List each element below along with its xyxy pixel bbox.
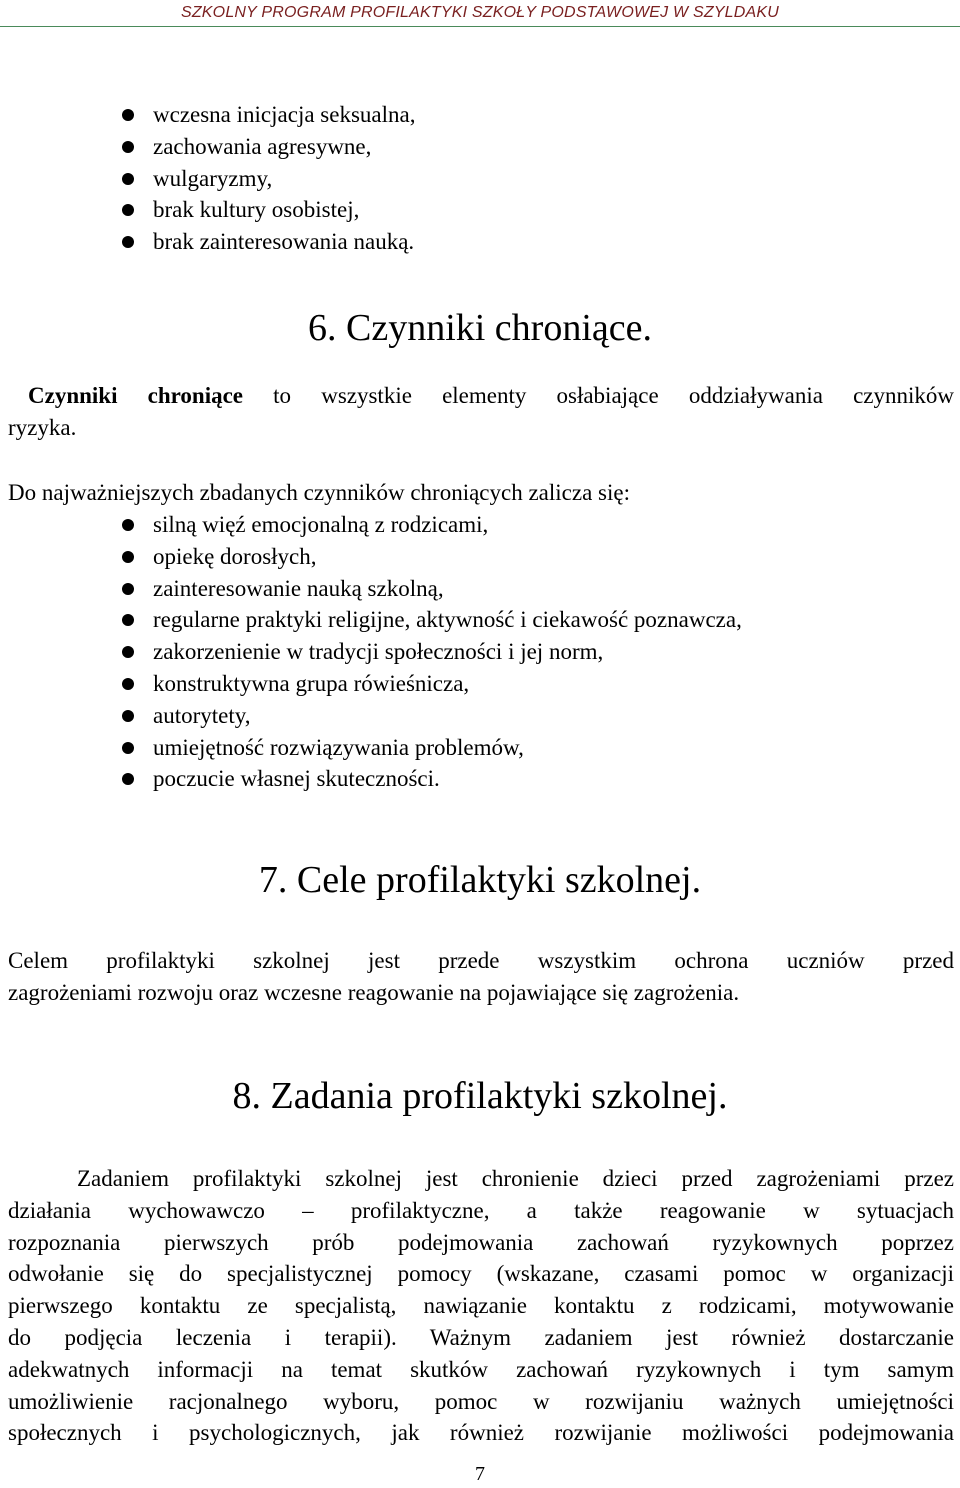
list-item: brak zainteresowania nauką.	[0, 226, 415, 258]
list-item: poczucie własnej skuteczności.	[0, 763, 742, 795]
bullet-icon	[122, 204, 134, 216]
section-6-intro: Do najważniejszych zbadanych czynników chroniących zalicza się:	[8, 480, 630, 505]
risk-factors-list	[0, 99, 415, 258]
list-item: zainteresowanie nauką szkolną,	[0, 573, 742, 605]
section-7-paragraph: Celem profilaktyki szkolnej jest przede wszystkim ochrona uczniów przed zagrożeniami rozwoju oraz wczesne reagowanie na pojawiające się zagrożenia.	[8, 948, 954, 1005]
bullet-icon	[122, 551, 134, 563]
list-item: zakorzenienie w tradycji społeczności i jej norm,	[0, 636, 742, 668]
section-7-heading: 7. Cele profilaktyki szkolnej.	[258, 859, 702, 901]
section-8-paragraph: Zadaniem profilaktyki szkolnej jest chronienie dzieci przed zagrożeniami przez działania wychowawczo – profilaktyczne, a także reagowanie w sytuacjach rozpoznania pierwszych prób podejmowania zachowań ryzykownych poprzez odwołanie się do specjalistycznej pomocy (wskazane, czasami pomoc w organizacji pierwszego kontaktu ze specjalistą, nawiązanie kontaktu z rodzicami, motywowanie do podjęcia leczenia i terapii). Ważnym zadaniem jest również dostarczanie adekwatnych informacji na temat skutków zachowań ryzykownych i tym samym umożliwienie racjonalnego wyboru, pomoc w rozwijaniu ważnych umiejętności społecznych i psychologicznych, jak również rozwijanie możliwości podejmowania	[8, 1166, 954, 1446]
list-item: regularne praktyki religijne, aktywność i ciekawość poznawcza,	[0, 604, 742, 636]
list-item: wulgaryzmy,	[0, 163, 415, 195]
list-item: zachowania agresywne,	[0, 131, 415, 163]
list-item: konstruktywna grupa rówieśnicza,	[0, 668, 742, 700]
bullet-icon	[122, 646, 134, 658]
bullet-icon	[122, 173, 134, 185]
definition-text: to wszystkie elementy osłabiające oddziaływania czynników	[273, 383, 954, 408]
bullet-icon	[122, 742, 134, 754]
section-6-definition	[28, 380, 954, 412]
section-6-heading: 6. Czynniki chroniące.	[307, 307, 652, 349]
bullet-icon	[122, 236, 134, 248]
bullet-icon	[122, 141, 134, 153]
list-item: autorytety,	[0, 700, 742, 732]
list-item: umiejętność rozwiązywania problemów,	[0, 732, 742, 764]
section-8-heading: 8. Zadania profilaktyki szkolnej.	[232, 1075, 728, 1117]
bullet-icon	[122, 614, 134, 626]
bullet-icon	[122, 519, 134, 531]
bullet-icon	[122, 678, 134, 690]
bullet-icon	[122, 710, 134, 722]
page-number: 7	[475, 1463, 485, 1485]
section-6-definition-cont: ryzyka.	[8, 415, 77, 440]
bullet-icon	[122, 109, 134, 121]
definition-term: Czynniki chroniące	[28, 383, 244, 408]
list-item: silną więź emocjonalną z rodzicami,	[0, 509, 742, 541]
list-item: wczesna inicjacja seksualna,	[0, 99, 415, 131]
running-header: SZKOLNY PROGRAM PROFILAKTYKI SZKOŁY PODSTAWOWEJ W SZYLDAKU	[0, 0, 960, 27]
bullet-icon	[122, 583, 134, 595]
list-item: opiekę dorosłych,	[0, 541, 742, 573]
protective-factors-list	[0, 509, 742, 795]
bullet-icon	[122, 773, 134, 785]
list-item: brak kultury osobistej,	[0, 194, 415, 226]
